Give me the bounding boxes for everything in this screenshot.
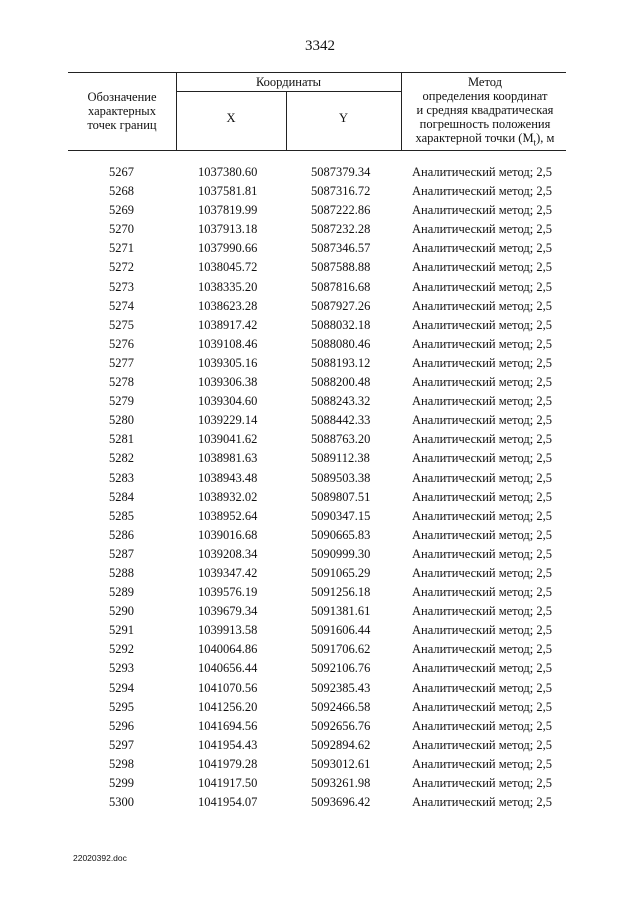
method-cell: Аналитический метод; 2,5: [412, 585, 552, 600]
table-row: [0, 449, 640, 468]
table-row: [0, 316, 640, 335]
method-cell: Аналитический метод; 2,5: [412, 165, 552, 179]
x-coordinate-cell: 1041256.20: [198, 699, 258, 714]
y-coordinate-cell: 5093261.98: [311, 776, 371, 790]
y-coordinate-cell: 5092385.43: [311, 680, 371, 695]
table-row: [0, 545, 640, 564]
x-coordinate-cell: 1038917.42: [198, 317, 258, 332]
y-coordinate-cell: 5087588.88: [311, 260, 371, 275]
y-coordinate-cell: 5088080.46: [311, 336, 371, 351]
point-id-cell: 5291: [109, 623, 134, 638]
point-id-cell: 5276: [109, 336, 134, 351]
x-coordinate-cell: 1041917.50: [198, 776, 258, 790]
method-cell: Аналитический метод; 2,5: [412, 222, 552, 237]
method-cell: Аналитический метод; 2,5: [412, 642, 552, 657]
point-id-cell: 5295: [109, 699, 134, 714]
point-id-cell: 5268: [109, 184, 134, 199]
y-coordinate-cell: 5087232.28: [311, 222, 371, 237]
x-coordinate-cell: 1037913.18: [198, 222, 258, 237]
method-cell: Аналитический метод; 2,5: [412, 394, 552, 409]
table-row: [0, 239, 640, 258]
method-cell: Аналитический метод; 2,5: [412, 776, 552, 790]
point-id-cell: 5269: [109, 203, 134, 218]
method-cell: Аналитический метод; 2,5: [412, 680, 552, 695]
header-method-line: погрешность положения: [419, 117, 551, 131]
point-id-cell: 5275: [109, 317, 134, 332]
header-bottom-rule: [68, 150, 566, 151]
method-cell: Аналитический метод; 2,5: [412, 336, 552, 351]
x-coordinate-cell: 1038623.28: [198, 298, 258, 313]
method-cell: Аналитический метод; 2,5: [412, 375, 552, 390]
table-row: [0, 679, 640, 698]
y-coordinate-cell: 5091381.61: [311, 604, 371, 619]
x-coordinate-cell: 1039304.60: [198, 394, 258, 409]
y-coordinate-cell: 5093696.42: [311, 795, 371, 810]
method-cell: Аналитический метод; 2,5: [412, 203, 552, 218]
point-id-cell: 5285: [109, 508, 134, 523]
x-coordinate-cell: 1040656.44: [198, 661, 258, 676]
x-coordinate-cell: 1038981.63: [198, 451, 258, 466]
header-method-line: определения координат: [422, 89, 548, 103]
point-id-cell: 5272: [109, 260, 134, 275]
y-coordinate-cell: 5093012.61: [311, 756, 371, 771]
point-id-cell: 5289: [109, 585, 134, 600]
header-coord-rule: [176, 91, 401, 92]
point-id-cell: 5283: [109, 470, 134, 485]
table-body: [0, 163, 640, 812]
point-id-cell: 5271: [109, 241, 134, 256]
method-cell: Аналитический метод; 2,5: [412, 737, 552, 752]
point-id-cell: 5288: [109, 565, 134, 580]
header-x: X: [226, 111, 236, 125]
y-coordinate-cell: 5089503.38: [311, 470, 371, 485]
table-row: [0, 335, 640, 354]
point-id-cell: 5279: [109, 394, 134, 409]
y-coordinate-cell: 5092656.76: [311, 718, 371, 733]
document-footer: 22020392.doc: [73, 853, 127, 863]
x-coordinate-cell: 1039108.46: [198, 336, 258, 351]
y-coordinate-cell: 5087316.72: [311, 184, 371, 199]
method-cell: Аналитический метод; 2,5: [412, 756, 552, 771]
table-row: [0, 717, 640, 736]
y-coordinate-cell: 5092106.76: [311, 661, 371, 676]
x-coordinate-cell: 1041979.28: [198, 756, 258, 771]
y-coordinate-cell: 5088763.20: [311, 432, 371, 447]
table-row: [0, 430, 640, 449]
table-row: [0, 469, 640, 488]
table-row: [0, 488, 640, 507]
x-coordinate-cell: 1037819.99: [198, 203, 258, 218]
point-id-cell: 5294: [109, 680, 134, 695]
x-coordinate-cell: 1038943.48: [198, 470, 258, 485]
y-coordinate-cell: 5087927.26: [311, 298, 371, 313]
table-row: [0, 373, 640, 392]
point-id-cell: 5270: [109, 222, 134, 237]
y-coordinate-cell: 5087222.86: [311, 203, 371, 218]
x-coordinate-cell: 1037581.81: [198, 184, 258, 199]
y-coordinate-cell: 5087346.57: [311, 241, 371, 256]
method-cell: Аналитический метод; 2,5: [412, 661, 552, 676]
table-row: [0, 564, 640, 583]
point-id-cell: 5278: [109, 375, 134, 390]
table-row: [0, 583, 640, 602]
x-coordinate-cell: 1037990.66: [198, 241, 258, 256]
x-coordinate-cell: 1039576.19: [198, 585, 258, 600]
header-designation-line: Обозначение: [87, 90, 157, 104]
method-cell: Аналитический метод; 2,5: [412, 604, 552, 619]
y-coordinate-cell: 5088200.48: [311, 375, 371, 390]
point-id-cell: 5299: [109, 776, 134, 790]
y-coordinate-cell: 5091606.44: [311, 623, 371, 638]
x-coordinate-cell: 1040064.86: [198, 642, 258, 657]
header-designation: [70, 90, 174, 132]
y-coordinate-cell: 5090347.15: [311, 508, 371, 523]
table-row: [0, 201, 640, 220]
method-cell: Аналитический метод; 2,5: [412, 527, 552, 542]
table-row: [0, 411, 640, 430]
method-cell: Аналитический метод; 2,5: [412, 317, 552, 332]
method-cell: Аналитический метод; 2,5: [412, 298, 552, 313]
header-method-line: и средняя квадратическая: [416, 103, 554, 117]
page-number: 3342: [305, 38, 335, 54]
header-method-part: ): [536, 131, 541, 145]
method-cell: Аналитический метод; 2,5: [412, 508, 552, 523]
y-coordinate-cell: 5089807.51: [311, 489, 371, 504]
x-coordinate-cell: 1039041.62: [198, 432, 258, 447]
table-row: [0, 220, 640, 239]
point-id-cell: 5293: [109, 661, 134, 676]
x-coordinate-cell: 1038045.72: [198, 260, 258, 275]
point-id-cell: 5296: [109, 718, 134, 733]
x-coordinate-cell: 1039913.58: [198, 623, 258, 638]
x-coordinate-cell: 1038335.20: [198, 279, 258, 294]
x-coordinate-cell: 1041954.43: [198, 737, 258, 752]
x-coordinate-cell: 1039306.38: [198, 375, 258, 390]
table-row: [0, 602, 640, 621]
x-coordinate-cell: 1039347.42: [198, 565, 258, 580]
point-id-cell: 5282: [109, 451, 134, 466]
method-cell: Аналитический метод; 2,5: [412, 355, 552, 370]
table-row: [0, 736, 640, 755]
method-cell: Аналитический метод; 2,5: [412, 795, 552, 810]
method-cell: Аналитический метод; 2,5: [412, 623, 552, 638]
table-row: [0, 526, 640, 545]
y-coordinate-cell: 5092894.62: [311, 737, 371, 752]
point-id-cell: 5280: [109, 413, 134, 428]
method-cell: Аналитический метод; 2,5: [412, 451, 552, 466]
point-id-cell: 5290: [109, 604, 134, 619]
table-row: [0, 774, 640, 793]
table-row: [0, 621, 640, 640]
point-id-cell: 5273: [109, 279, 134, 294]
y-coordinate-cell: 5090999.30: [311, 546, 371, 561]
table-row: [0, 659, 640, 678]
table-row: [0, 354, 640, 373]
method-cell: Аналитический метод; 2,5: [412, 699, 552, 714]
x-coordinate-cell: 1039229.14: [198, 413, 258, 428]
table-row: [0, 698, 640, 717]
x-coordinate-cell: 1041070.56: [198, 680, 258, 695]
header-method-line: Метод: [467, 75, 503, 89]
method-cell: Аналитический метод; 2,5: [412, 279, 552, 294]
method-cell: Аналитический метод; 2,5: [412, 241, 552, 256]
table-row: [0, 793, 640, 812]
header-coordinates: Координаты: [255, 75, 322, 89]
x-coordinate-cell: 1039208.34: [198, 546, 258, 561]
y-coordinate-cell: 5087379.34: [311, 165, 371, 179]
x-coordinate-cell: 1039679.34: [198, 604, 258, 619]
method-cell: Аналитический метод; 2,5: [412, 470, 552, 485]
point-id-cell: 5284: [109, 489, 134, 504]
y-coordinate-cell: 5090665.83: [311, 527, 371, 542]
header-method-part: характерной точки (M: [415, 131, 534, 145]
method-cell: Аналитический метод; 2,5: [412, 184, 552, 199]
table-row: [0, 163, 640, 182]
header-method-line: [402, 131, 568, 150]
method-cell: Аналитический метод; 2,5: [412, 718, 552, 733]
table-row: [0, 392, 640, 411]
y-coordinate-cell: 5088193.12: [311, 355, 371, 370]
table-row: [0, 258, 640, 277]
x-coordinate-cell: 1039305.16: [198, 355, 258, 370]
point-id-cell: 5297: [109, 737, 134, 752]
x-coordinate-cell: 1041694.56: [198, 718, 258, 733]
y-coordinate-cell: 5091706.62: [311, 642, 371, 657]
table-row: [0, 182, 640, 201]
point-id-cell: 5287: [109, 546, 134, 561]
header-top-rule: [68, 72, 566, 73]
header-designation-line: точек границ: [87, 118, 157, 132]
point-id-cell: 5298: [109, 756, 134, 771]
y-coordinate-cell: 5089112.38: [311, 451, 370, 466]
y-coordinate-cell: 5088032.18: [311, 317, 371, 332]
method-cell: Аналитический метод; 2,5: [412, 565, 552, 580]
x-coordinate-cell: 1041954.07: [198, 795, 258, 810]
header-method-part: , м: [540, 131, 555, 145]
x-coordinate-cell: 1038952.64: [198, 508, 258, 523]
method-cell: Аналитический метод; 2,5: [412, 489, 552, 504]
point-id-cell: 5267: [109, 165, 134, 179]
x-coordinate-cell: 1039016.68: [198, 527, 258, 542]
method-cell: Аналитический метод; 2,5: [412, 413, 552, 428]
method-cell: Аналитический метод; 2,5: [412, 546, 552, 561]
y-coordinate-cell: 5087816.68: [311, 279, 371, 294]
x-coordinate-cell: 1037380.60: [198, 165, 258, 179]
y-coordinate-cell: 5091256.18: [311, 585, 371, 600]
table-row: [0, 755, 640, 774]
table-row: [0, 278, 640, 297]
y-coordinate-cell: 5091065.29: [311, 565, 371, 580]
table-row: [0, 507, 640, 526]
point-id-cell: 5300: [109, 795, 134, 810]
point-id-cell: 5286: [109, 527, 134, 542]
header-method: [402, 75, 568, 150]
method-cell: Аналитический метод; 2,5: [412, 260, 552, 275]
point-id-cell: 5277: [109, 355, 134, 370]
method-cell: Аналитический метод; 2,5: [412, 432, 552, 447]
header-method-subscript: t: [533, 137, 537, 148]
y-coordinate-cell: 5088243.32: [311, 394, 371, 409]
table-row: [0, 640, 640, 659]
point-id-cell: 5281: [109, 432, 134, 447]
header-designation-line: характерных: [88, 104, 156, 118]
table-row: [0, 297, 640, 316]
x-coordinate-cell: 1038932.02: [198, 489, 258, 504]
y-coordinate-cell: 5088442.33: [311, 413, 371, 428]
point-id-cell: 5292: [109, 642, 134, 657]
y-coordinate-cell: 5092466.58: [311, 699, 371, 714]
point-id-cell: 5274: [109, 298, 134, 313]
header-y: Y: [338, 111, 349, 125]
